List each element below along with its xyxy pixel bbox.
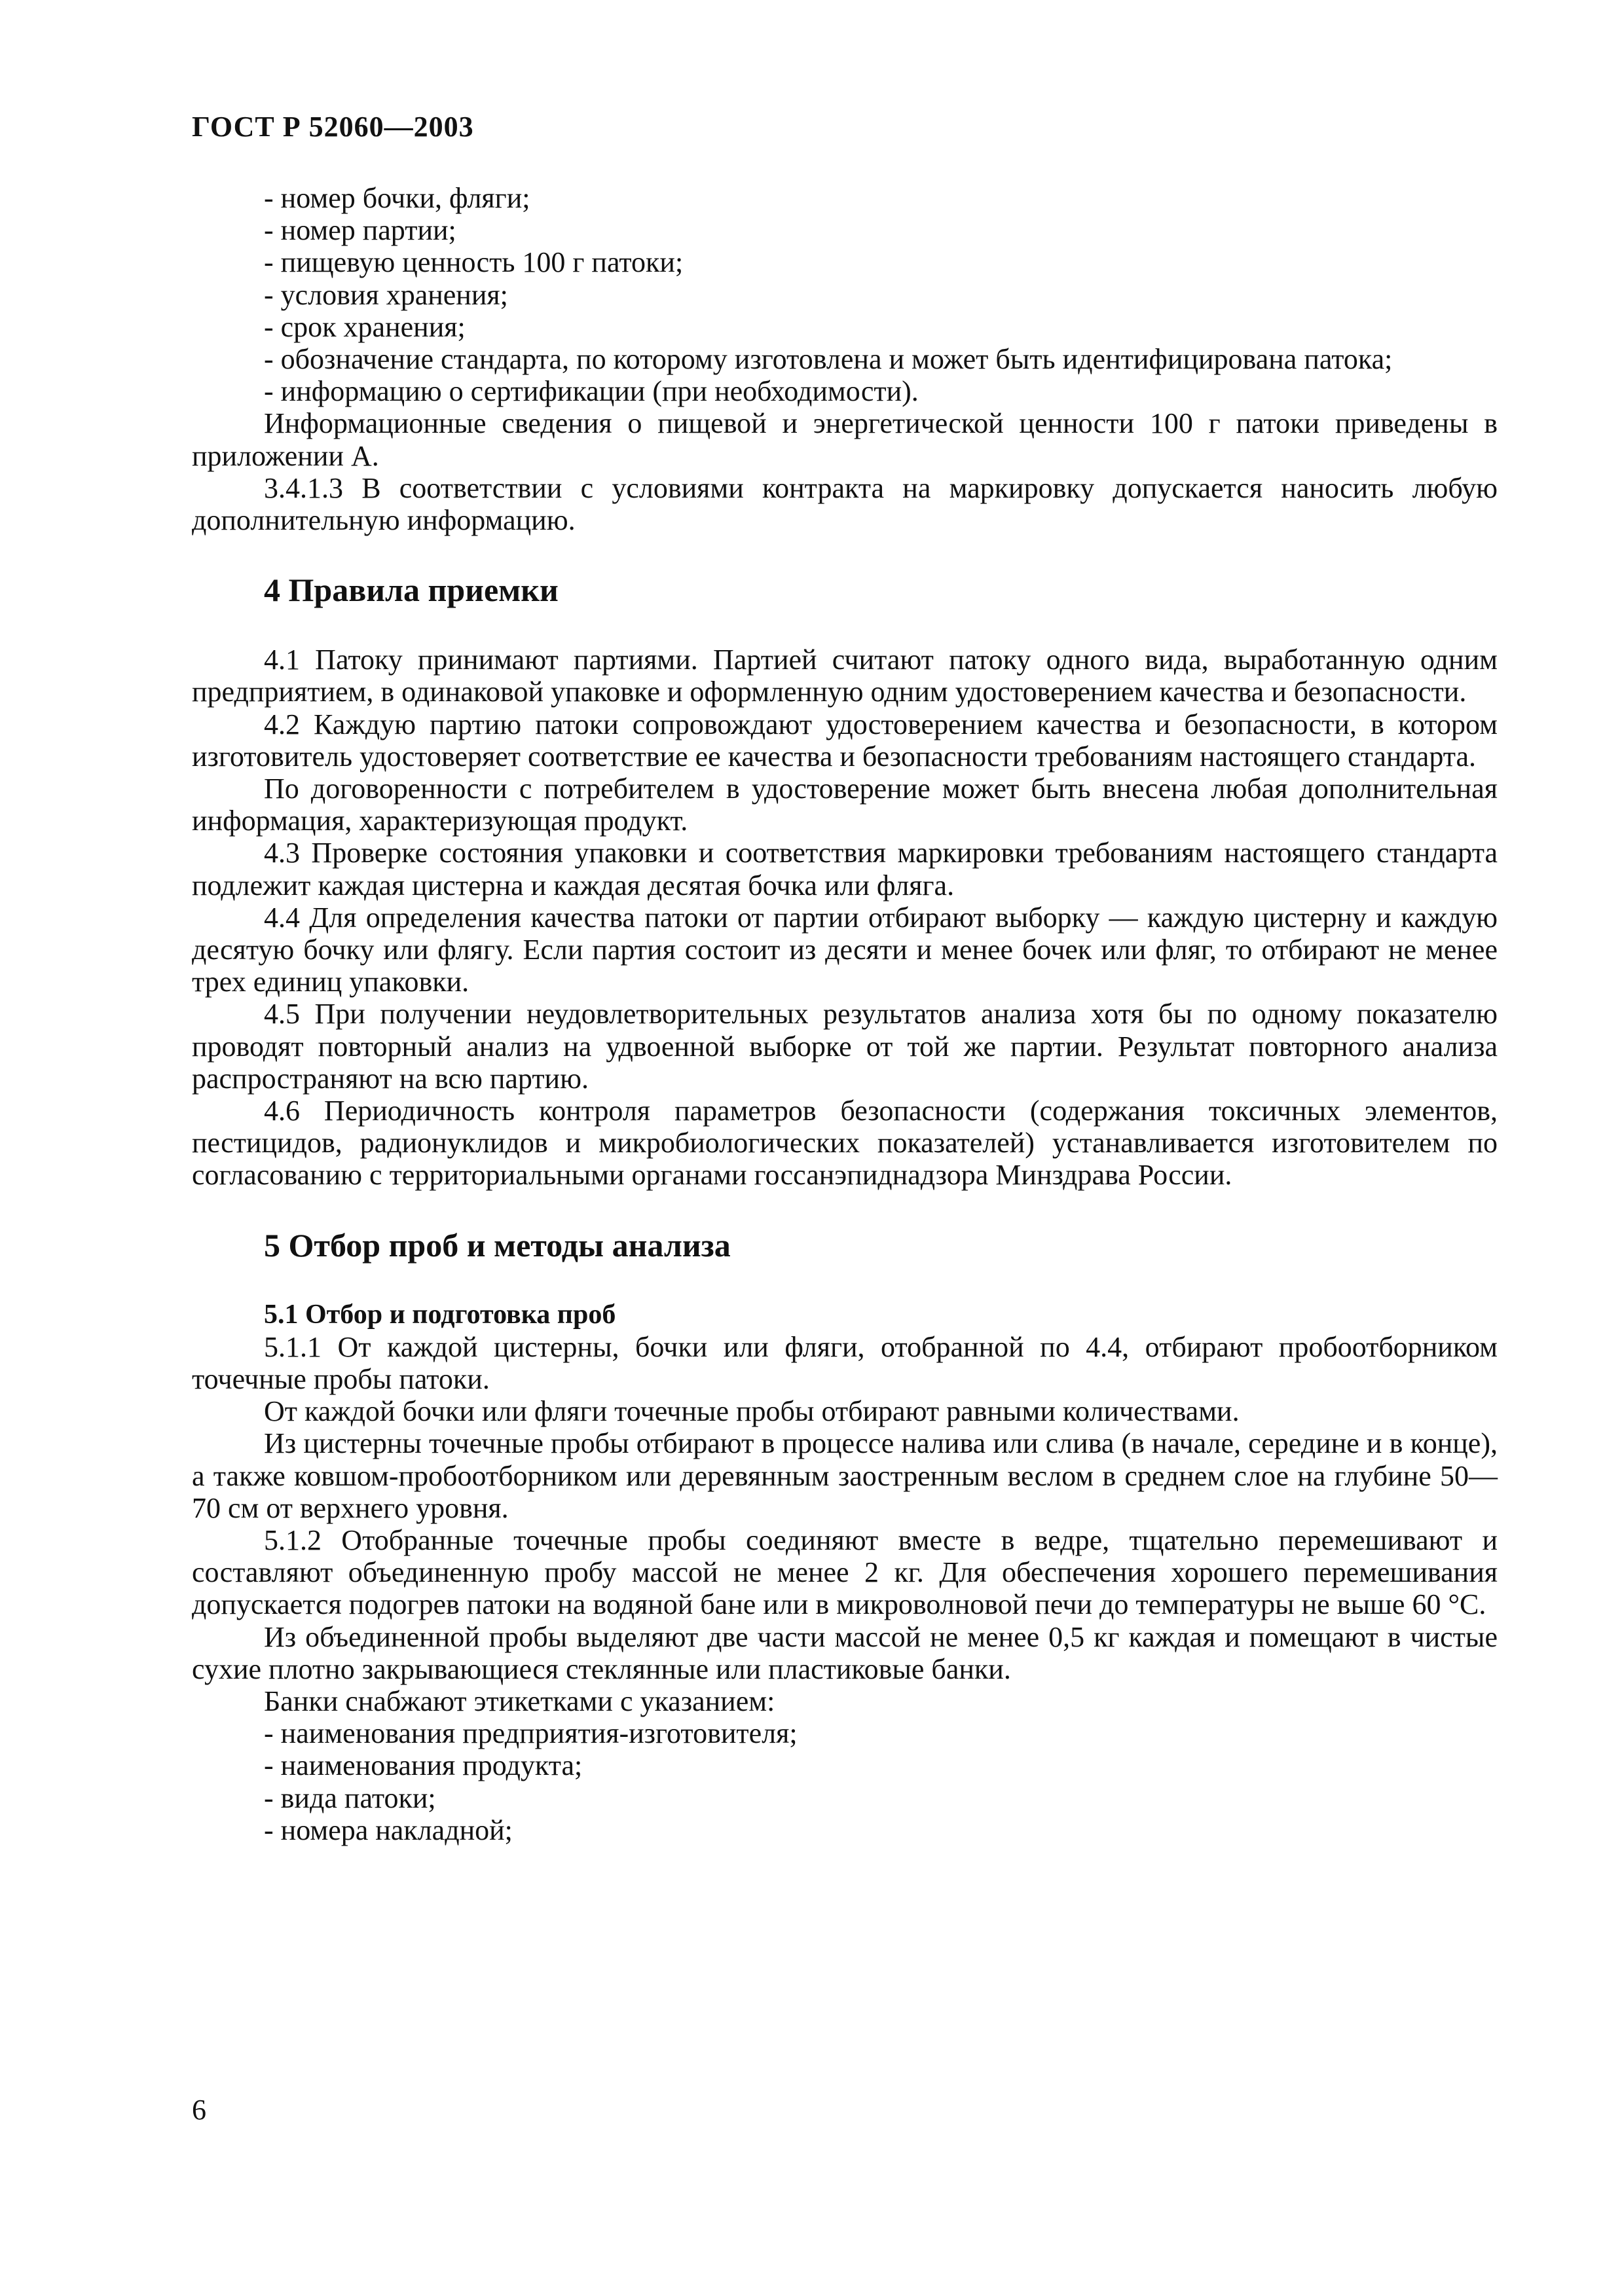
paragraph-4-4: 4.4 Для определения качества патоки от партии отбирают выборку — каждую цистерну и каждую десятую бочку или флягу. Если партия состоит из десяти и менее бочек или фляг, то отбирают не менее трех единиц упаковки. — [192, 901, 1498, 998]
paragraph-4-2: 4.2 Каждую партию патоки сопровождают удостоверением качества и безопасности, в котором изготовитель удостоверяет соответствие ее качества и безопасности требованиям настоящего стандарта. — [192, 708, 1498, 773]
list-item: - наименования продукта; — [264, 1749, 583, 1782]
list-item: - номера накладной; — [264, 1813, 513, 1846]
paragraph-4-2-extra: По договоренности с потребителем в удостоверение может быть внесена любая дополнительная информация, характеризующая продукт. — [192, 773, 1498, 837]
paragraph-5-1-2-c: Банки снабжают этикетками с указанием: — [264, 1685, 775, 1717]
list-item: - номер бочки, фляги; — [264, 182, 530, 214]
paragraph-5-1-1-c: Из цистерны точечные пробы отбирают в процессе налива или слива (в начале, середине и в конце), а также ковшом-пробоотборником или деревянным заостренным веслом в среднем слое на глубине 50—70 см от верхнего уровня. — [192, 1427, 1498, 1524]
list-item: - пищевую ценность 100 г патоки; — [264, 246, 684, 279]
page-number: 6 — [192, 2094, 206, 2126]
paragraph-5-1-1-b: От каждой бочки или фляги точечные пробы отбирают равными количествами. — [264, 1395, 1240, 1428]
paragraph-4-3: 4.3 Проверке состояния упаковки и соответствия маркировки требованиям настоящего стандарта подлежит каждая цистерна и каждая десятая бочка или фляга. — [192, 837, 1498, 902]
paragraph-4-6: 4.6 Периодичность контроля параметров безопасности (содержания токсичных элементов, пестицидов, радионуклидов и микробиологических показателей) устанавливается изготовителем по согласованию с территориальными органами госсанэпиднадзора Минздрава России. — [192, 1095, 1498, 1192]
list-item: - наименования предприятия-изготовителя; — [264, 1717, 798, 1750]
paragraph-4-1: 4.1 Патоку принимают партиями. Партией считают патоку одного вида, выработанную одним предприятием, в одинаковой упаковке и оформленную одним удостоверением качества и безопасности. — [192, 644, 1498, 708]
document-body — [192, 182, 1498, 1846]
list-item: - номер партии; — [264, 214, 456, 247]
paragraph-5-1-2: 5.1.2 Отобранные точечные пробы соединяют вместе в ведре, тщательно перемешивают и составляют объединенную пробу массой не менее 2 кг. Для обеспечения хорошего перемешивания допускается подогрев патоки на водяной бане или в микроволновой печи до температуры не выше 60 °С. — [192, 1523, 1498, 1621]
paragraph-4-5: 4.5 При получении неудовлетворительных результатов анализа хотя бы по одному показателю проводят повторный анализ на удвоенной выборке от той же партии. Результат повторного анализа распространяют на всю партию. — [192, 998, 1498, 1095]
document-header: ГОСТ Р 52060—2003 — [192, 111, 474, 143]
list-item: - вида патоки; — [264, 1781, 436, 1814]
subsection-5-1-heading: 5.1 Отбор и подготовка проб — [264, 1299, 616, 1330]
paragraph-info: Информационные сведения о пищевой и энергетической ценности 100 г патоки приведены в приложении А. — [192, 407, 1498, 472]
paragraph-5-1-1: 5.1.1 От каждой цистерны, бочки или фляги, отобранной по 4.4, отбирают пробоотборником точечные пробы патоки. — [192, 1330, 1498, 1395]
section-5-heading: 5 Отбор проб и методы анализа — [264, 1226, 731, 1264]
list-item: - обозначение стандарта, по которому изготовлена и может быть идентифицирована патока; — [264, 343, 1393, 376]
list-item: - информацию о сертификации (при необходимости). — [264, 375, 919, 408]
list-item: - срок хранения; — [264, 310, 466, 343]
section-4-heading: 4 Правила приемки — [264, 572, 559, 609]
paragraph-3-4-1-3: 3.4.1.3 В соответствии с условиями контракта на маркировку допускается наносить любую дополнительную информацию. — [192, 471, 1498, 537]
list-item: - условия хранения; — [264, 278, 508, 311]
paragraph-5-1-2-b: Из объединенной пробы выделяют две части массой не менее 0,5 кг каждая и помещают в чистые сухие плотно закрывающиеся стеклянные или пластиковые банки. — [192, 1620, 1498, 1685]
